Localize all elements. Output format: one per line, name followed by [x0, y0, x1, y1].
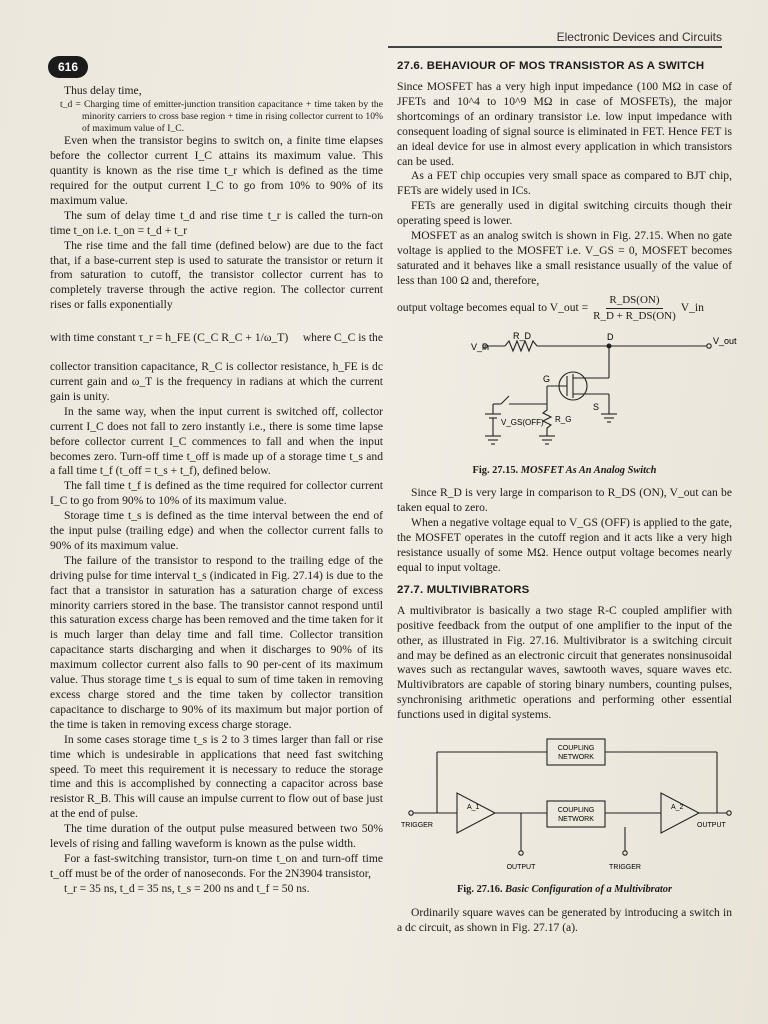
label-output-bottom: OUTPUT — [506, 864, 536, 872]
fet-chip-paragraph: As a FET chip occupies very small space as compared to BJT chip, FETs are widely used in ICs. — [397, 169, 732, 198]
coupling-network-top — [547, 739, 605, 765]
running-head: Electronic Devices and Circuits — [556, 30, 722, 44]
equation-fraction — [590, 293, 679, 324]
multivibrator-figure — [397, 729, 732, 879]
rise-time-paragraph: Even when the transistor begins to switch on, a finite time elapses before the collector current I_C attains its maximum value. This quantity is known as the rise time t_r which is defined as the time required for the output current I_C to go from 10% to 90% of its maximum value. — [50, 134, 383, 207]
left-column — [50, 84, 383, 897]
label-rd: R_D — [513, 330, 532, 341]
drain-resistor-rd — [505, 341, 537, 351]
fall-time-paragraph: The fall time t_f is defined as the time required for collector current I_C to go from 90% to 10% of its maximum value. — [50, 479, 383, 508]
section-heading-27-6: 27.6. BEHAVIOUR OF MOS TRANSISTOR AS A SWITCH — [397, 60, 705, 72]
label-trigger-left: TRIGGER — [401, 822, 433, 830]
coupling-top-line2: NETWORK — [558, 754, 594, 762]
equation-lead: output voltage becomes equal to V_out = — [397, 300, 589, 314]
label-output-right: OUTPUT — [697, 822, 726, 830]
delay-definition: t_d = Charging time of emitter-junction transition capacitance + time taken by the minority carriers to cross base region + time in rising collector current to 10% of maximum value of I_C. — [60, 98, 383, 134]
square-wave-paragraph: Ordinarily square waves can be generated by introducing a switch in a dc circuit, as shown in Fig. 27.17 (a). — [397, 906, 732, 934]
label-vout: V_out — [713, 335, 737, 346]
collector-paragraph: collector transition capacitance, R_C is collector resistance, h_FE is dc current gain and ω_T is the frequency in radians at which the current gain is unity. — [50, 360, 383, 403]
label-vin: V_in — [471, 341, 490, 352]
storage-cases-paragraph: In some cases storage time t_s is 2 to 3 times larger than fall or rise time which is undesirable in applications that need fast switching speed. To meet this requirement it is necessary to reduce the storage time and this is accomplished by connecting a capacitor across base resistor R_B. This will cause an impulse current to flow out of base just at the end of pulse. — [50, 732, 383, 821]
label-a2: A_2 — [671, 804, 684, 812]
fig-27-16-title: Basic Configuration of a Multivibrator — [505, 884, 673, 896]
digital-switching-paragraph: FETs are generally used in digital switching circuits though their operating speed is lower. — [397, 199, 732, 228]
label-d: D — [607, 331, 614, 342]
output-voltage-equation — [397, 293, 732, 324]
section-heading-27-7: 27.7. MULTIVIBRATORS — [397, 583, 530, 596]
label-trigger-bottom: TRIGGER — [609, 864, 641, 872]
mosfet-switch-figure — [397, 330, 737, 460]
amplifier-a1 — [457, 793, 495, 833]
page-number-badge: 616 — [48, 56, 88, 78]
timing-values: t_r = 35 ns, t_d = 35 ns, t_s = 200 ns and t_f = 50 ns. — [64, 881, 310, 895]
gate-resistor-rg — [543, 404, 551, 436]
label-a1: A_1 — [467, 804, 480, 812]
fig-27-15-number: Fig. 27.15. — [472, 464, 519, 476]
analog-switch-paragraph: MOSFET as an analog switch is shown in Fig. 27.15. When no gate voltage is applied to the MOSFET i.e. V_GS = 0, MOSFET becomes saturated and it behaves like a small resistance usually of the value of less than 100 Ω and, therefore, — [397, 229, 732, 287]
coupling-network-middle — [547, 801, 605, 827]
coupling-mid-line2: NETWORK — [558, 816, 594, 824]
amplifier-a2 — [661, 793, 699, 833]
failure-paragraph: The failure of the transistor to respond to the trailing edge of the driving pulse for time interval t_s (indicated in Fig. 27.14) is due to the fact that a transistor in saturation has a saturation charge of excess minority carriers stored in the base. The transistor cannot respond until this saturation excess charge has been removed and the time taken for it is much larger than delay time and fall time. Collector transition capacitance starts discharging and when it discharges to 90% of its maximum collector current also falls to 90 per-cent of its maximum value. Thus storage time t_s is equal to sum of time taken in removing excess charge stored and the time taken by collector transition capacitance to discharge to 90% of its maximum but major portion of the time is taken in removing excess charge storage. — [50, 553, 383, 731]
figure-27-15-caption — [397, 464, 732, 479]
label-rg: R_G — [555, 414, 572, 424]
fig-27-16-number: Fig. 27.16. — [456, 884, 503, 896]
negative-voltage-paragraph: When a negative voltage equal to V_GS (OFF) is applied to the gate, the MOSFET operates in the cutoff region and it acts like a very high resistance usually of some MΩ. Hence output voltage becomes nearly equal to input voltage. — [397, 516, 732, 574]
mosfet-impedance-paragraph: Since MOSFET has a very high input impedance (100 MΩ in case of JFETs and 10^4 to 10^9 MΩ in case of MOSFETs), the major shortcomings of an ordinary transistor i.e. low input impedance with consequent loading of signal source is eliminated in FET. Hence FET is an ideal device for use in almost every application in which transistors can be used. — [397, 80, 732, 168]
header-rule — [388, 46, 722, 48]
rd-large-paragraph: Since R_D is very large in comparison to R_DS (ON), V_out can be taken equal to zero. — [397, 486, 732, 515]
right-column — [397, 52, 737, 936]
fig-27-15-title: MOSFET As An Analog Switch — [520, 464, 657, 476]
equation-right: where C_C is the — [302, 331, 383, 345]
figure-27-16-caption — [397, 883, 732, 898]
fast-switching-paragraph: For a fast-switching transistor, turn-on time t_on and turn-off time t_off must be of the order of nanoseconds. For the 2N3904 transistor, — [50, 851, 383, 880]
time-constant-equation — [50, 331, 383, 346]
label-vgs-off: V_GS(OFF) — [501, 417, 544, 427]
vout-terminal — [707, 343, 711, 347]
fraction-numerator: R_DS(ON) — [606, 293, 662, 309]
coupling-mid-line1: COUPLING — [557, 807, 595, 815]
storage-time-paragraph: Storage time t_s is defined as the time interval between the end of the input pulse (trailing edge) and when the collector current falls to 90% of its maximum value. — [50, 509, 383, 552]
fraction-denominator: R_D + R_DS(ON) — [593, 309, 676, 322]
label-g: G — [543, 373, 551, 384]
multivibrator-paragraph: A multivibrator is basically a two stage R-C coupled amplifier with positive feedback from the output of one amplifier to the input of the other, as illustrated in Fig. 27.16. Multivibrator is a switching circuit and may be defined as an electronic circuit that generates nonsinusoidal waves such as rectangular waves, sawtooth waves, square waves etc. Multivibrators are capable of storing binary numbers, counting pulses, synchronising arithmetic operations and performing other essential functions used in digital systems. — [397, 603, 732, 722]
rise-fall-paragraph: The rise time and the fall time (defined below) are due to the fact that, if a base-current step is used to saturate the transistor or return it from saturation to cutoff, the transistor collector current has to completely traverse through the active region. The collector current rises or falls exponentially — [50, 238, 383, 312]
delay-intro: Thus delay time, — [64, 84, 142, 97]
equation-left: with time constant τ_r = h_FE (C_C R_C + 1/ω_T) — [50, 331, 289, 345]
turn-off-paragraph: In the same way, when the input current is switched off, collector current I_C does not fall to zero instantly i.e., there is some time lapse before collector current I_C commences to fall and when the input becomes zero. Turn-off time t_off is made up of a storage time t_s and a fall time t_f (t_off = t_s + t_f), defined below. — [50, 404, 383, 478]
pulse-width-paragraph: The time duration of the output pulse measured between two 50% levels of rising and falling waveform is known as the pulse width. — [50, 822, 383, 851]
coupling-top-line1: COUPLING — [557, 745, 595, 753]
label-s: S — [593, 401, 600, 412]
equation-tail: V_in — [680, 300, 704, 314]
turn-on-paragraph: The sum of delay time t_d and rise time t_r is called the turn-on time t_on i.e. t_on = t_d + t_r — [50, 208, 383, 237]
